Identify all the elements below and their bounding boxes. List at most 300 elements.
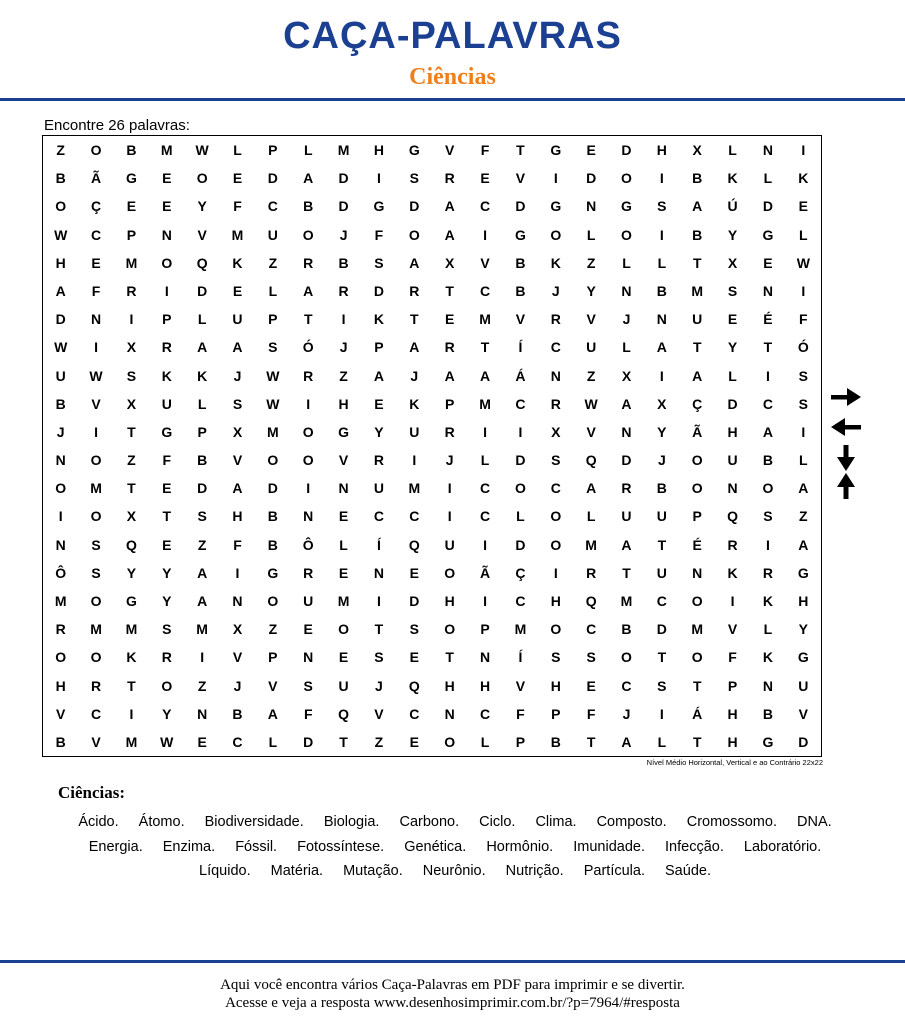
grid-cell: G — [550, 198, 562, 215]
grid-cell: L — [339, 536, 348, 553]
grid-cell: B — [656, 480, 667, 497]
grid-cell: T — [339, 733, 348, 750]
grid-cell: H — [727, 705, 738, 722]
grid-cell: H — [550, 592, 561, 609]
grid-cell: D — [621, 452, 632, 469]
grid-cell: A — [762, 423, 773, 440]
grid-cell: M — [408, 480, 421, 497]
grid-cell: U — [161, 395, 172, 412]
grid-cell: R — [444, 423, 455, 440]
grid-cell: O — [161, 254, 173, 271]
grid-cell: O — [196, 170, 208, 187]
grid-cell: P — [197, 423, 207, 440]
grid-cell: V — [586, 423, 596, 440]
grid-cell: Y — [727, 339, 738, 356]
grid-cell: T — [127, 423, 136, 440]
grid-cell: K — [373, 311, 384, 328]
grid-cell: T — [410, 311, 419, 328]
arrow-up-icon — [835, 472, 857, 500]
grid-cell: K — [727, 170, 738, 187]
grid-cell: O — [691, 452, 703, 469]
grid-cell: E — [232, 282, 243, 299]
grid-cell: X — [126, 508, 137, 525]
grid-cell: I — [730, 592, 735, 609]
grid-cell: B — [197, 452, 208, 469]
grid-cell: Y — [126, 564, 137, 581]
grid-cell: N — [762, 142, 773, 159]
grid-cell: A — [232, 339, 243, 356]
grid-cell: A — [798, 536, 809, 553]
grid-cell: C — [550, 339, 561, 356]
grid-cell: Y — [162, 705, 172, 722]
grid-cell: S — [551, 452, 561, 469]
grid-cell: J — [233, 677, 242, 694]
grid-cell: N — [338, 480, 349, 497]
grid-cell: I — [447, 508, 452, 525]
grid-cell: H — [55, 677, 66, 694]
grid-cell: V — [197, 226, 207, 243]
arrow-left-icon — [829, 416, 863, 438]
grid-cell: É — [692, 536, 702, 553]
grid-cell: D — [586, 170, 597, 187]
grid-cell: I — [553, 564, 558, 581]
grid-cell: Ó — [797, 339, 809, 356]
grid-cell: N — [762, 677, 773, 694]
grid-cell: R — [338, 282, 349, 299]
grid-cell: L — [799, 452, 808, 469]
word-list-item: Energia. — [88, 838, 143, 855]
grid-cell: T — [657, 536, 667, 553]
grid-cell: F — [480, 142, 490, 159]
grid-cell: G — [373, 198, 385, 215]
grid-cell: D — [197, 282, 208, 299]
grid-cell: R — [303, 254, 314, 271]
grid-cell: A — [409, 339, 420, 356]
grid-cell: V — [338, 452, 349, 469]
grid-cell: A — [656, 339, 667, 356]
grid-cell: N — [762, 282, 773, 299]
grid-cell: O — [621, 170, 632, 187]
grid-cell: J — [551, 282, 560, 299]
grid-cell: I — [801, 423, 806, 440]
grid-cell: F — [162, 452, 172, 469]
grid-cell: U — [267, 226, 278, 243]
grid-cell: Ã — [479, 564, 491, 581]
grid-cell: Q — [196, 254, 208, 271]
grid-cell: A — [621, 733, 632, 750]
grid-cell: L — [622, 339, 631, 356]
grid-cell: O — [55, 649, 67, 666]
grid-cell: S — [232, 395, 243, 412]
word-list-item: Infecção. — [665, 838, 724, 855]
footer-line-2: Acesse e veja a resposta www.desenhosimprimir.com.br/?p=7964/#resposta — [225, 995, 680, 1011]
grid-cell: B — [692, 226, 703, 243]
grid-cell: Q — [585, 592, 597, 609]
grid-cell: Ó — [302, 339, 314, 356]
grid-cell: C — [479, 480, 491, 497]
grid-cell: S — [657, 198, 667, 215]
grid-cell: Z — [339, 367, 348, 384]
grid-cell: B — [550, 733, 561, 750]
grid-cell: A — [444, 198, 455, 215]
grid-cell: O — [691, 649, 703, 666]
grid-cell: Ô — [55, 564, 67, 581]
word-list-item: Mutação. — [343, 863, 403, 879]
grid-cell: H — [55, 254, 66, 271]
grid-cell: Z — [127, 452, 136, 469]
grid-cell: V — [232, 452, 243, 469]
grid-cell: R — [621, 480, 632, 497]
grid-cell: D — [656, 621, 667, 638]
grid-cell: I — [129, 311, 134, 328]
grid-cell: U — [55, 367, 66, 384]
grid-cell: F — [516, 705, 525, 722]
word-list-item: Genética. — [404, 838, 467, 855]
grid-cell: J — [657, 452, 666, 469]
grid-cell: I — [801, 282, 806, 299]
grid-cell: V — [232, 649, 243, 666]
grid-cell: I — [659, 170, 664, 187]
grid-cell: X — [621, 367, 632, 384]
grid-cell: C — [409, 508, 420, 525]
grid-cell: M — [125, 621, 138, 638]
grid-cell: S — [91, 564, 101, 581]
grid-cell: H — [479, 677, 491, 694]
grid-cell: O — [408, 226, 420, 243]
grid-cell: X — [657, 395, 667, 412]
grid-cell: E — [232, 170, 243, 187]
grid-cell: H — [338, 395, 349, 412]
grid-cell: V — [727, 621, 738, 638]
grid-cell: T — [374, 621, 384, 638]
grid-cell: G — [267, 564, 279, 581]
grid-cell: C — [479, 508, 491, 525]
grid-cell: L — [799, 226, 808, 243]
grid-cell: O — [90, 452, 102, 469]
grid-cell: I — [447, 480, 452, 497]
grid-cell: T — [162, 508, 172, 525]
grid-cell: D — [727, 395, 738, 412]
grid-cell: J — [622, 311, 631, 328]
grid-cell: K — [126, 649, 137, 666]
grid-cell: I — [483, 592, 487, 609]
grid-cell: D — [303, 733, 314, 750]
grid-cell: F — [233, 198, 242, 215]
grid-cell: F — [374, 226, 384, 243]
grid-cell: P — [374, 339, 384, 356]
grid-cell: C — [373, 508, 384, 525]
grid-cell: O — [691, 592, 703, 609]
grid-cell: C — [762, 395, 773, 412]
grid-cell: G — [762, 226, 774, 243]
grid-cell: G — [125, 170, 137, 187]
grid-cell: F — [303, 705, 313, 722]
footer — [0, 976, 905, 1012]
direction-legend — [826, 386, 866, 500]
grid-cell: C — [656, 592, 667, 609]
grid-cell: R — [373, 452, 384, 469]
grid-cell: D — [515, 198, 526, 215]
grid-cell: O — [161, 677, 173, 694]
grid-cell: H — [727, 733, 738, 750]
grid-cell: E — [303, 621, 313, 638]
grid-cell: V — [56, 705, 66, 722]
grid-cell: E — [338, 564, 349, 581]
grid-cell: Z — [586, 367, 596, 384]
grid-cell: I — [235, 564, 240, 581]
grid-cell: N — [303, 649, 314, 666]
grid-cell: T — [445, 282, 454, 299]
grid-cell: Y — [197, 198, 207, 215]
grid-cell: W — [195, 142, 209, 159]
grid-cell: K — [798, 170, 809, 187]
grid-cell: G — [797, 649, 809, 666]
grid-cell: É — [763, 311, 773, 328]
word-list — [60, 810, 850, 884]
grid-cell: R — [303, 367, 314, 384]
grid-cell: E — [409, 733, 419, 750]
grid-cell: J — [375, 677, 383, 694]
grid-cell: X — [727, 254, 738, 271]
grid-cell: S — [586, 649, 596, 666]
grid-cell: Á — [515, 367, 526, 384]
grid-cell: O — [550, 536, 562, 553]
grid-cell: E — [162, 536, 172, 553]
grid-cell: N — [373, 564, 384, 581]
grid-cell: T — [127, 677, 136, 694]
grid-cell: I — [341, 311, 346, 328]
grid-cell: X — [126, 339, 137, 356]
grid-cell: F — [799, 311, 808, 328]
grid-cell: Ç — [515, 564, 526, 581]
grid-cell: U — [444, 536, 455, 553]
grid-cell: C — [550, 480, 561, 497]
grid-cell: S — [409, 170, 419, 187]
grid-cell: A — [197, 339, 208, 356]
grid-cell: B — [621, 621, 632, 638]
grid-cell: E — [763, 254, 773, 271]
grid-cell: U — [232, 311, 243, 328]
grid-cell: V — [515, 677, 526, 694]
grid-cell: G — [161, 423, 173, 440]
grid-cell: L — [763, 170, 773, 187]
grid-cell: N — [55, 452, 66, 469]
grid-cell: A — [621, 536, 632, 553]
word-list-item: Laboratório. — [743, 838, 822, 855]
grid-cell: K — [409, 395, 420, 412]
grid-cell: E — [409, 649, 419, 666]
grid-cell: A — [232, 480, 243, 497]
grid-cell: A — [303, 282, 314, 299]
grid-cell: I — [164, 282, 169, 299]
grid-cell: E — [409, 564, 419, 581]
grid-cell: Y — [657, 423, 667, 440]
grid-cell: L — [197, 395, 207, 412]
grid-cell: M — [196, 621, 208, 638]
grid-cell: W — [266, 395, 280, 412]
grid-cell: D — [338, 170, 349, 187]
grid-cell: Y — [162, 564, 172, 581]
grid-cell: S — [197, 508, 207, 525]
grid-cell: O — [90, 649, 102, 666]
grid-cell: E — [798, 198, 808, 215]
grid-cell: C — [409, 705, 420, 722]
grid-cell: R — [727, 536, 738, 553]
word-list-item: Líquido. — [199, 863, 251, 879]
grid-cell: H — [232, 508, 243, 525]
grid-cell: C — [90, 705, 102, 722]
grid-cell: Z — [586, 254, 596, 271]
grid-cell: J — [56, 423, 65, 440]
grid-cell: D — [267, 480, 278, 497]
grid-cell: M — [125, 733, 138, 750]
grid-cell: Y — [162, 592, 172, 609]
grid-cell: O — [267, 452, 279, 469]
grid-cell: E — [162, 170, 172, 187]
grid-cell: L — [268, 282, 278, 299]
grid-cell: A — [692, 367, 703, 384]
grid-cell: L — [233, 142, 242, 159]
word-list-item: Ciclo. — [479, 814, 516, 830]
grid-cell: D — [409, 198, 420, 215]
word-list-item: Ácido. — [78, 814, 119, 830]
grid-cell: N — [90, 311, 102, 328]
grid-cell: G — [621, 198, 632, 215]
grid-cell: T — [692, 733, 702, 750]
grid-cell: R — [444, 170, 455, 187]
grid-cell: A — [444, 226, 455, 243]
bottom-rule — [0, 960, 905, 963]
grid-cell: A — [267, 705, 278, 722]
grid-cell: O — [444, 733, 456, 750]
grid-cell: B — [232, 705, 243, 722]
grid-cell: L — [728, 142, 737, 159]
grid-cell: B — [338, 254, 349, 271]
grid-cell: L — [516, 508, 525, 525]
grid-cell: C — [515, 592, 526, 609]
grid-cell: L — [480, 452, 490, 469]
grid-cell: A — [373, 367, 384, 384]
word-list-item: Neurônio. — [422, 863, 486, 879]
grid-cell: E — [727, 311, 738, 328]
grid-cell: O — [550, 508, 562, 525]
grid-cell: Z — [197, 677, 207, 694]
grid-cell: P — [692, 508, 702, 525]
word-list-item: Fóssil. — [235, 838, 278, 855]
grid-cell: G — [550, 142, 562, 159]
grid-cell: E — [91, 254, 101, 271]
grid-cell: K — [197, 367, 208, 384]
grid-cell: Z — [799, 508, 808, 525]
grid-cell: I — [801, 142, 806, 159]
grid-cell: C — [479, 705, 491, 722]
grid-cell: P — [515, 733, 526, 750]
grid-cell: M — [620, 592, 633, 609]
grid-cell: J — [233, 367, 242, 384]
grid-cell: V — [586, 311, 596, 328]
grid-cell: O — [762, 480, 774, 497]
grid-cell: O — [444, 621, 456, 638]
grid-cell: I — [553, 170, 558, 187]
grid-cell: D — [409, 592, 420, 609]
grid-cell: W — [584, 395, 598, 412]
grid-cell: P — [126, 226, 137, 243]
grid-cell: I — [483, 423, 487, 440]
grid-cell: J — [339, 339, 348, 356]
grid-cell: S — [657, 677, 667, 694]
grid-cell: T — [516, 142, 525, 159]
grid-cell: U — [409, 423, 420, 440]
grid-cell: X — [126, 395, 137, 412]
word-list-item: Composto. — [596, 814, 667, 830]
grid-cell: N — [161, 226, 172, 243]
grid-cell: I — [306, 480, 311, 497]
grid-cell: M — [90, 480, 102, 497]
grid-cell: A — [586, 480, 597, 497]
grid-cell: M — [54, 592, 67, 609]
grid-cell: B — [762, 452, 773, 469]
grid-cell: E — [586, 142, 596, 159]
grid-cell: D — [197, 480, 208, 497]
word-list-item: Cromossomo. — [686, 814, 777, 830]
grid-cell: E — [480, 170, 490, 187]
grid-cell: A — [479, 367, 491, 384]
grid-cell: K — [232, 254, 243, 271]
grid-cell: R — [550, 395, 561, 412]
grid-cell: U — [373, 480, 384, 497]
grid-cell: M — [231, 226, 244, 243]
grid-cell: E — [586, 677, 596, 694]
grid-cell: Q — [408, 536, 420, 553]
grid-cell: I — [766, 367, 770, 384]
grid-cell: L — [480, 733, 490, 750]
grid-cell: C — [621, 677, 632, 694]
grid-cell: D — [762, 198, 773, 215]
grid-cell: T — [692, 677, 702, 694]
grid-cell: A — [55, 282, 66, 299]
grid-cell: S — [126, 367, 137, 384]
grid-cell: A — [692, 198, 703, 215]
grid-cell: G — [514, 226, 526, 243]
grid-cell: B — [692, 170, 703, 187]
grid-cell: T — [622, 564, 631, 581]
grid-cell: N — [479, 649, 491, 666]
grid-cell: T — [586, 733, 596, 750]
grid-cell: D — [338, 198, 349, 215]
grid-cell: H — [444, 592, 455, 609]
grid-cell: Ô — [302, 536, 314, 553]
grid-cell: U — [727, 452, 738, 469]
grid-cell: P — [727, 677, 738, 694]
grid-cell: Ú — [727, 198, 738, 215]
grid-cell: B — [126, 142, 137, 159]
grid-cell: Á — [692, 705, 703, 722]
arrow-down-icon — [835, 444, 857, 472]
grid-cell: B — [303, 198, 314, 215]
grid-cell: F — [233, 536, 242, 553]
grid-cell: N — [303, 508, 314, 525]
grid-cell: N — [656, 311, 667, 328]
grid-cell: I — [412, 452, 417, 469]
grid-cell: S — [727, 282, 738, 299]
grid-cell: P — [268, 311, 278, 328]
grid-cell: A — [409, 254, 420, 271]
word-list-item: DNA. — [797, 814, 832, 830]
grid-cell: X — [232, 621, 243, 638]
grid-cell: T — [127, 480, 136, 497]
grid-cell: Q — [338, 705, 350, 722]
grid-cell: D — [515, 536, 526, 553]
